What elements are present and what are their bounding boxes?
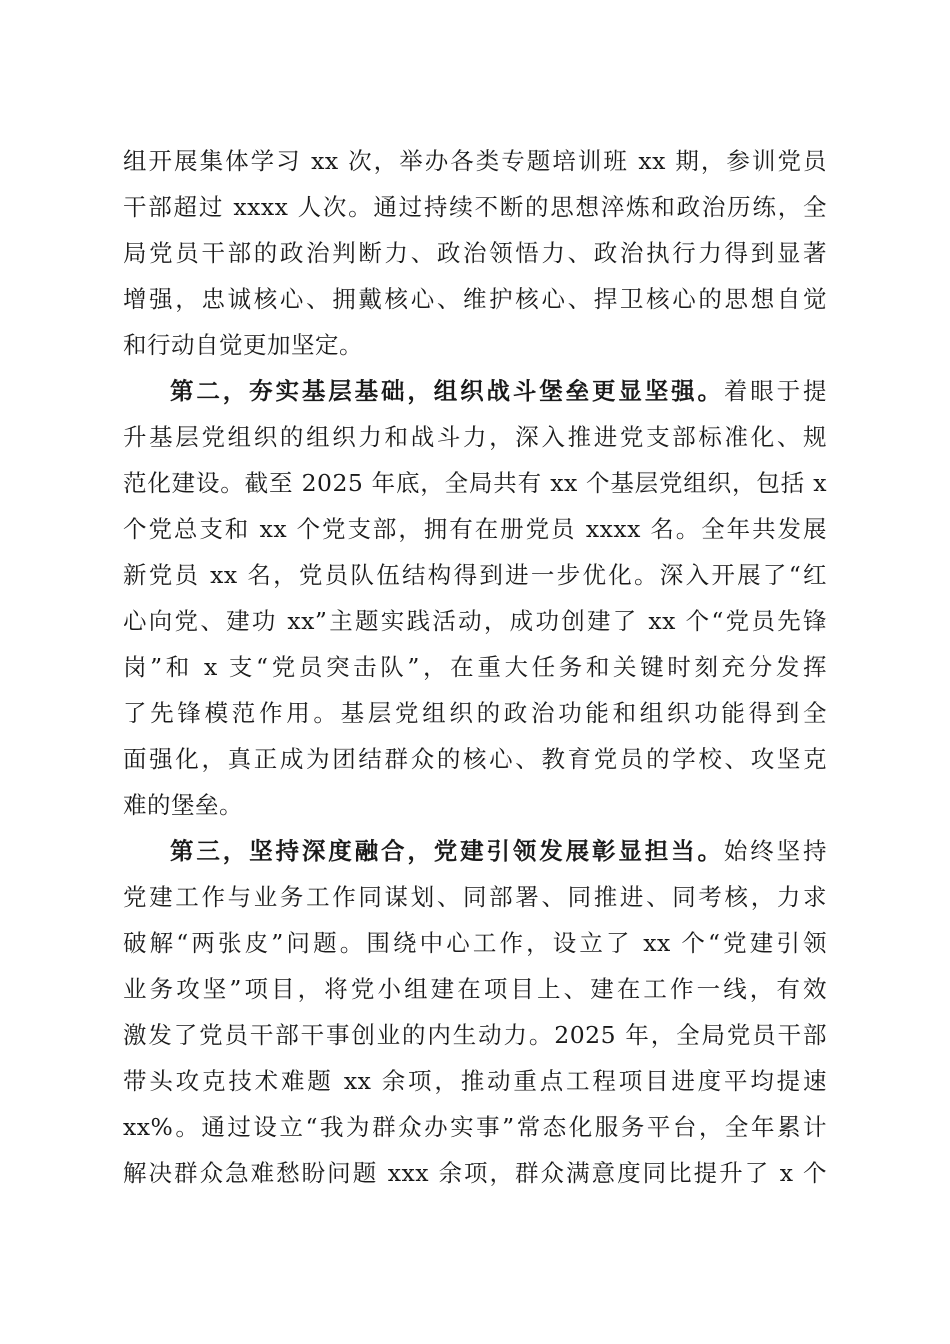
text-line: 新党员 xx 名，党员队伍结构得到进一步优化。深入开展了“红 (123, 561, 827, 589)
text-line: 解决群众急难愁盼问题 xxx 余项，群众满意度同比提升了 x 个 (123, 1159, 827, 1187)
section-heading-2: 第二，夯实基层基础，组织战斗堡垒更显坚强。 (170, 377, 724, 405)
text-line: 难的堡垒。 (123, 791, 243, 819)
text-line: 带头攻克技术难题 xx 余项，推动重点工程项目进度平均提速 (123, 1067, 827, 1095)
text-line: 升基层党组织的组织力和战斗力，深入推进党支部标准化、规 (123, 423, 827, 451)
text-line: 党建工作与业务工作同谋划、同部署、同推进、同考核，力求 (123, 883, 827, 911)
text-line: 和行动自觉更加坚定。 (123, 331, 363, 359)
text-line: 范化建设。截至 2025 年底，全局共有 xx 个基层党组织，包括 x (123, 469, 827, 497)
text-line: 心向党、建功 xx”主题实践活动，成功创建了 xx 个“党员先锋 (123, 607, 827, 635)
paragraph-first-line (123, 828, 827, 874)
text-line: 局党员干部的政治判断力、政治领悟力、政治执行力得到显著 (123, 239, 827, 267)
text-line: 业务攻坚”项目，将党小组建在项目上、建在工作一线，有效 (123, 975, 827, 1003)
text-line: 岗”和 x 支“党员突击队”，在重大任务和关键时刻充分发挥 (123, 653, 827, 681)
document-body (123, 138, 827, 1196)
text-span: 始终坚持 (723, 837, 827, 865)
text-line: 组开展集体学习 xx 次，举办各类专题培训班 xx 期，参训党员 (123, 147, 827, 175)
text-line: xx%。通过设立“我为群众办实事”常态化服务平台，全年累计 (123, 1113, 827, 1141)
text-line: 干部超过 xxxx 人次。通过持续不断的思想淬炼和政治历练，全 (123, 193, 827, 221)
text-line: 增强，忠诚核心、拥戴核心、维护核心、捍卫核心的思想自觉 (123, 285, 827, 313)
text-span: 着眼于提 (723, 377, 827, 405)
text-line: 激发了党员干部干事创业的内生动力。2025 年，全局党员干部 (123, 1021, 827, 1049)
text-line: 面强化，真正成为团结群众的核心、教育党员的学校、攻坚克 (123, 745, 827, 773)
section-heading-3: 第三，坚持深度融合，党建引领发展彰显担当。 (170, 837, 724, 865)
text-line: 了先锋模范作用。基层党组织的政治功能和组织功能得到全 (123, 699, 827, 727)
paragraph-first-line (123, 368, 827, 414)
text-line: 个党总支和 xx 个党支部，拥有在册党员 xxxx 名。全年共发展 (123, 515, 827, 543)
text-line: 破解“两张皮”问题。围绕中心工作，设立了 xx 个“党建引领 (123, 929, 827, 957)
